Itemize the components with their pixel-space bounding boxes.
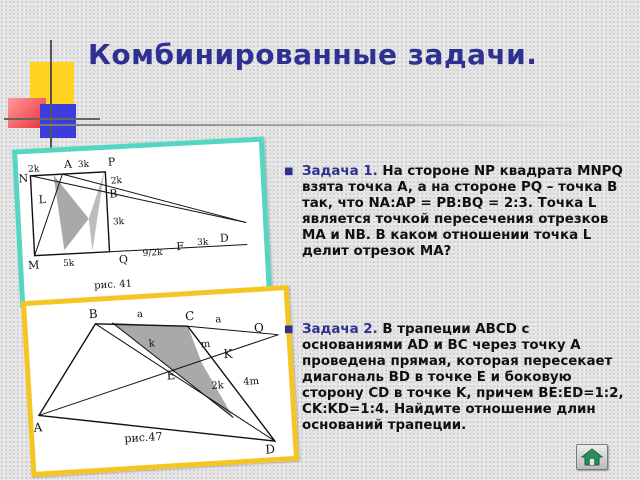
label-4m: 4m	[242, 375, 260, 388]
caption-fig-47: рис.47	[124, 429, 163, 446]
label-b: B	[109, 187, 118, 201]
label-3k: 3k	[77, 159, 90, 171]
decor-vertical-line	[50, 40, 52, 150]
label-k: K	[223, 346, 233, 362]
line-cq	[188, 321, 279, 340]
caption-fig-41: рис. 41	[94, 278, 133, 292]
page-title: Комбинированные задачи.	[88, 38, 538, 71]
bullet-icon: ■	[284, 324, 294, 335]
label-a: A	[63, 157, 73, 172]
label-5k: 5k	[62, 258, 75, 270]
label-k-segment: k	[148, 338, 156, 350]
label-right-3k: 3k	[112, 216, 125, 228]
task-1-body	[290, 164, 630, 260]
label-3k-bottom: 3k	[196, 237, 209, 249]
label-2k: 2k	[211, 380, 225, 392]
task-1-text: На стороне NP квадрата MNPQ взята точка A, а на стороне PQ – точка B так, что NA:AP = PB:BQ = 2:3. Точка L является точкой пересечения отрезков MA и NB. В каком отношении точка L делит отрезок MA?	[302, 164, 623, 259]
figure-41-drawing	[17, 142, 266, 302]
figure-47	[21, 285, 299, 477]
title-underline	[40, 124, 605, 126]
label-l: L	[38, 193, 47, 207]
task-2-label: Задача 2.	[302, 322, 378, 337]
label-q: Q	[118, 252, 129, 267]
label-a: A	[33, 420, 43, 435]
label-2k: 2k	[27, 164, 40, 175]
label-right-2k: 2k	[110, 175, 123, 187]
figure-41	[12, 137, 272, 308]
label-d: D	[219, 231, 230, 245]
decor-blue-square	[40, 104, 76, 138]
home-button[interactable]	[576, 444, 608, 470]
home-icon	[577, 445, 607, 469]
label-n: N	[18, 171, 29, 186]
label-q: Q	[253, 320, 265, 336]
label-c: C	[184, 308, 195, 324]
label-p: P	[107, 155, 116, 169]
label-e: E	[166, 368, 176, 383]
label-f: F	[176, 239, 185, 254]
task-1-label: Задача 1.	[302, 164, 378, 179]
label-d: D	[264, 442, 276, 457]
task-2-body	[290, 322, 630, 434]
label-m: M	[27, 258, 40, 273]
label-a2: a	[215, 314, 222, 326]
task-2	[284, 322, 630, 434]
task-1	[284, 164, 630, 260]
label-a1: a	[136, 308, 144, 321]
label-m: m	[200, 338, 211, 351]
decor-horizontal-line	[4, 118, 100, 120]
label-9-2k: 9/2k	[142, 247, 163, 260]
figure-47-drawing	[26, 290, 294, 471]
bullet-icon: ■	[284, 166, 294, 177]
task-2-text: В трапеции ABCD с основаниями AD и BC через точку A проведена прямая, которая пересекает диагональ BD в точке E и боковую сторону CD в точке K, причем BE:ED=1:2, CK:KD=1:4. Найдите отношение длин оснований трапеции.	[302, 322, 624, 433]
label-b: B	[88, 306, 99, 322]
